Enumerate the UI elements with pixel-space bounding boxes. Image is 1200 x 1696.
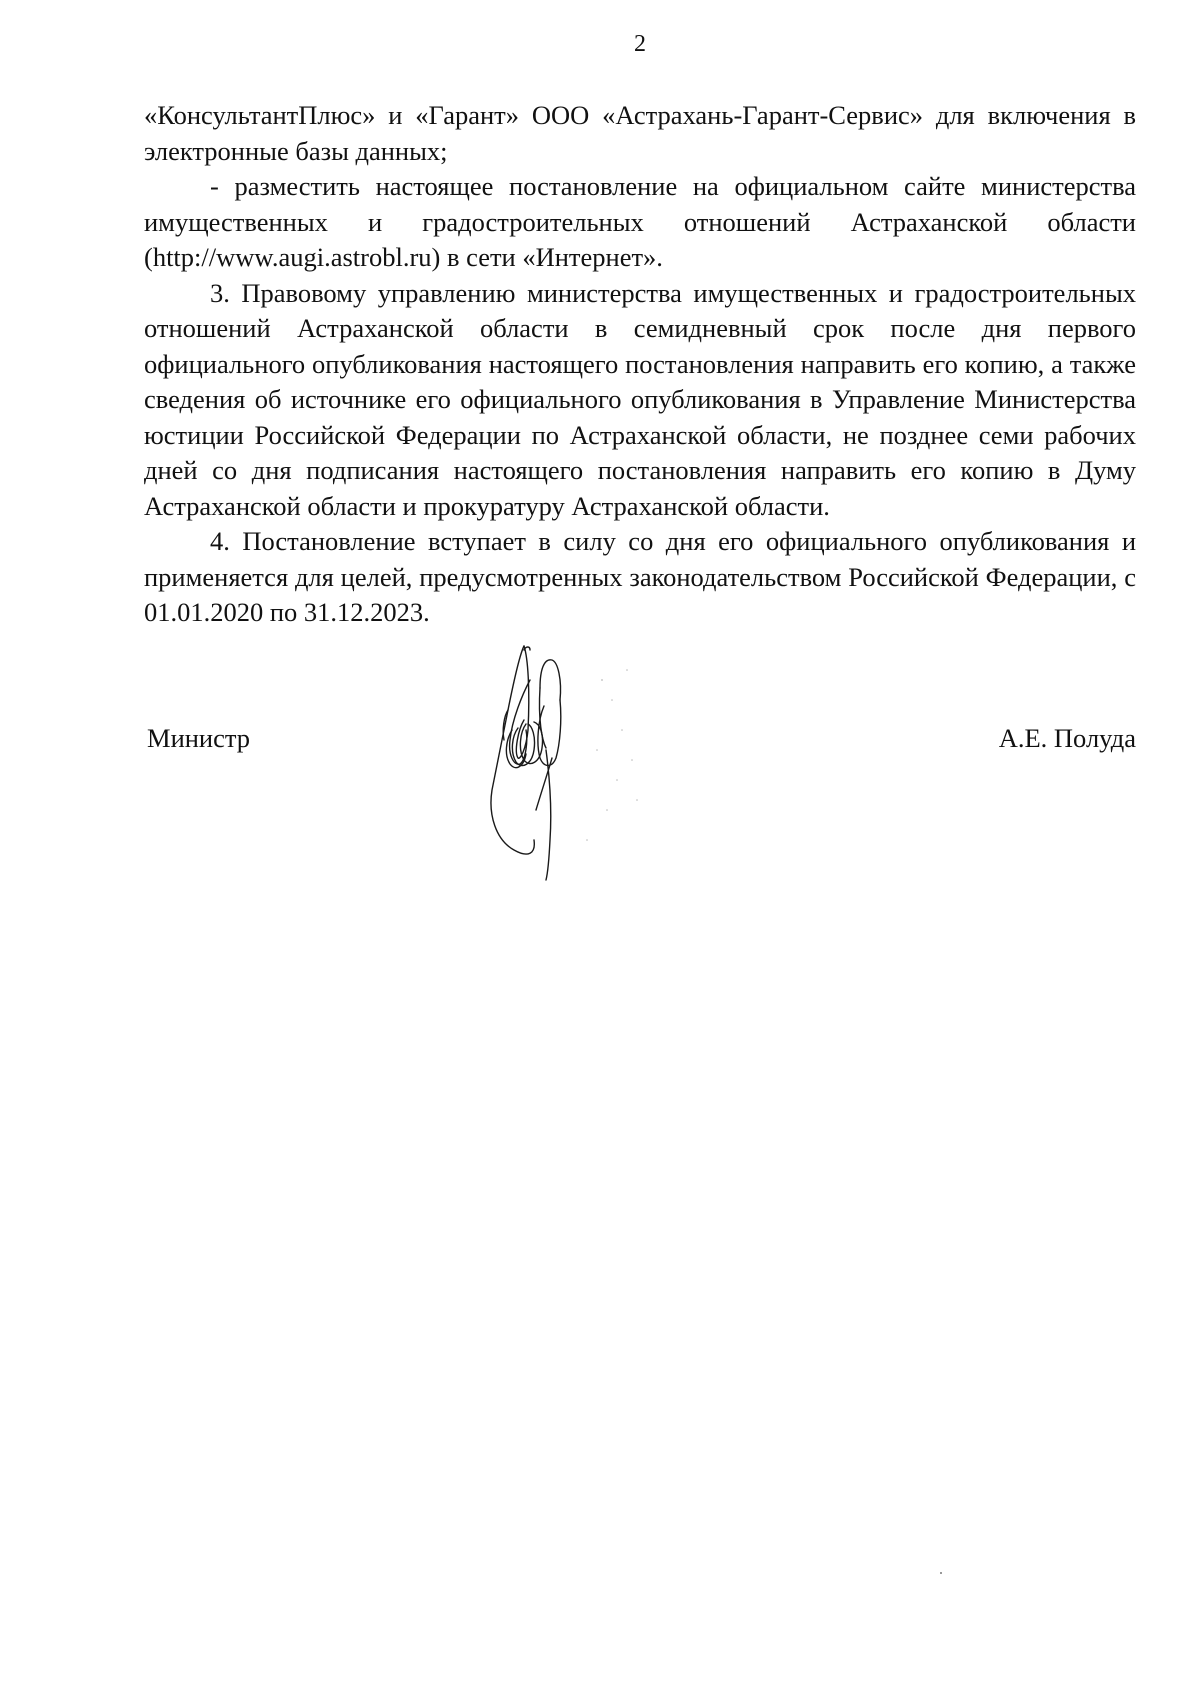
paragraph-item-3: 3. Правовому управлению министерства имущественных и градостроительных отношений Астраханской области в семидневный срок после дня первого официального опубликования настоящего постановления направить его копию, а также сведения об источнике его официального опубликования в Управление Министерства юстиции Российской Федерации по Астраханской области, не позднее семи рабочих дней со дня подписания настоящего постановления направить его копию в Думу Астраханской области и прокуратуру Астраханской области. — [144, 277, 1136, 521]
paragraph-publish-website: - разместить настоящее постановление на официальном сайте министерства имущественных и градостроительных отношений Астраханской области (http://www.augi.astrobl.ru) в сети «Интернет». — [144, 171, 1136, 272]
paragraph-databases: «КонсультантПлюс» и «Гарант» ООО «Астрахань-Гарант-Сервис» для включения в электронные базы данных; — [144, 100, 1136, 166]
signatory-role: Министр — [147, 723, 251, 753]
handwritten-signature — [462, 640, 692, 900]
scan-speck — [940, 1572, 942, 1574]
page-number: 2 — [634, 31, 646, 57]
paragraph-item-4: 4. Постановление вступает в силу со дня его официального опубликования и применяется для целей, предусмотренных законодательством Российской Федерации, с 01.01.2020 по 31.12.2023. — [144, 526, 1136, 627]
signatory-name: А.Е. Полуда — [998, 723, 1136, 753]
document-body — [144, 98, 1136, 631]
